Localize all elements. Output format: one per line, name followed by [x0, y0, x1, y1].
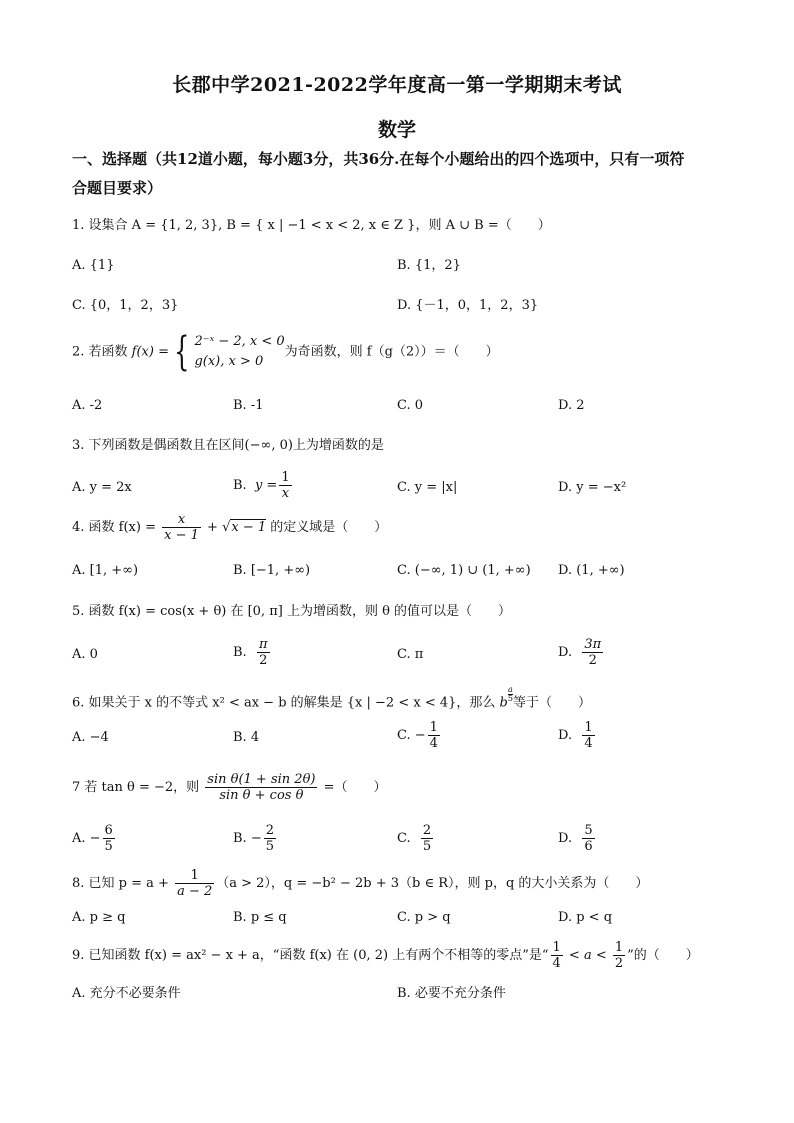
exam-subject: 数学: [377, 119, 416, 141]
q6-exponent: $\frac{a}{5}$: [507, 685, 513, 703]
question-7-stem: 7 若 tan θ = −2，则 $\frac{\text{sin θ(1 + sin 2θ)}}{\text{sin θ + cos θ}}$ =（ ）: [72, 772, 387, 803]
q7-frac: $\frac{\text{sin θ(1 + sin 2θ)}}{\text{sin θ + cos θ}}$: [207, 772, 316, 803]
q2-brace: {: [174, 329, 190, 375]
q7-option-b[interactable]: B. − $\frac{2}{5}$: [233, 823, 274, 854]
q9-option-b[interactable]: B. 必要不充分条件: [397, 986, 506, 1001]
question-2-stem: [72, 329, 752, 375]
q5-option-a[interactable]: A. 0: [72, 647, 98, 662]
question-3-stem: 3. 下列函数是偶函数且在区间(−∞, 0)上为增函数的是: [72, 438, 384, 453]
q3-option-c[interactable]: C. y = |x|: [397, 480, 458, 495]
q5-option-c[interactable]: C. π: [397, 647, 424, 662]
q6-option-a[interactable]: A. −4: [72, 730, 109, 745]
q8-option-a[interactable]: A. p ≥ q: [72, 910, 126, 925]
section-heading-line2: 合题目要求）: [72, 179, 163, 197]
q8-option-d[interactable]: D. p < q: [558, 910, 613, 925]
q7-d-frac: $\frac{5}{6}$: [584, 823, 593, 854]
exam-title: 长郡中学2021-2022学年度高一第一学期期末考试: [172, 74, 622, 96]
q2-func: f(x) =: [131, 344, 169, 360]
q5-option-d[interactable]: D. $\frac{3\pi}{2}$: [558, 637, 602, 668]
q5-b-frac: $\frac{\pi}{2}$: [258, 637, 268, 668]
section-heading: [72, 145, 732, 203]
q3-b-frac: $\frac{1}{x}$: [281, 470, 290, 501]
q2-stem-post: 为奇函数，则 f（g（2））＝（ ）: [284, 344, 499, 360]
question-9-stem: 9. 已知函数 f(x) = ax² − x + a，“函数 f(x) 在 (0, 2) 上有两个不相等的零点”是“ $\frac{1}{4}$ < a < $\frac{1}{2}$ ”的（ ）: [72, 940, 699, 971]
q2-option-b[interactable]: B. -1: [233, 398, 264, 413]
q4-option-d[interactable]: D. (1, +∞): [558, 563, 625, 578]
q7-c-frac: $\frac{2}{5}$: [422, 823, 432, 854]
q1-option-b[interactable]: B. {1，2}: [397, 258, 461, 273]
q2-cases: [194, 332, 284, 372]
question-5-stem: 5. 函数 f(x) = cos(x + θ) 在 [0, π] 上为增函数，则 θ 的值可以是（ ）: [72, 604, 512, 619]
q9-left-frac: $\frac{1}{4}$: [552, 940, 561, 971]
q4-option-a[interactable]: A. [1, +∞): [72, 563, 139, 578]
question-6-stem: 6. 如果关于 x 的不等式 x² < ax − b 的解集是 {x | −2 < x < 4}，那么 b $\frac{a}{5}$ 等于（ ）: [72, 685, 591, 711]
q2-stem-pre: 2. 若函数: [72, 344, 132, 360]
question-8-stem: 8. 已知 p = a + $\frac{1}{a - 2}$ （a > 2），q = −b² − 2b + 3（b ∈ R），则 p，q 的大小关系为（ ）: [72, 868, 649, 899]
q7-option-c[interactable]: C. $\frac{2}{5}$: [397, 823, 432, 854]
q1-option-d[interactable]: D. {－1，0，1，2，3}: [397, 298, 539, 313]
q1-option-c[interactable]: C. {0，1，2，3}: [72, 298, 179, 313]
q3-option-b[interactable]: B. y = $\frac{1}{x}$: [233, 470, 290, 501]
q4-option-c[interactable]: C. (−∞, 1) ∪ (1, +∞): [397, 563, 531, 578]
q3-option-d[interactable]: D. y = −x²: [558, 480, 627, 495]
q8-frac: $\frac{1}{a - 2}$: [177, 868, 213, 899]
q7-option-a[interactable]: A. − $\frac{6}{5}$: [72, 823, 113, 854]
q7-a-frac: $\frac{6}{5}$: [104, 823, 113, 854]
q3-option-a[interactable]: A. y = 2x: [72, 480, 132, 495]
section-heading-line1: 一、选择题（共12道小题，每小题3分，共36分.在每个小题给出的四个选项中，只有一项符: [72, 150, 685, 168]
question-4-stem: 4. 函数 f(x) = $\frac{x}{x - 1}$ + √x − 1 的定义域是（ ）: [72, 512, 388, 543]
q1-option-a[interactable]: A. {1}: [72, 258, 115, 273]
q6-option-d[interactable]: D. $\frac{1}{4}$: [558, 720, 593, 751]
q6-option-b[interactable]: B. 4: [233, 730, 260, 745]
q2-option-c[interactable]: C. 0: [397, 398, 424, 413]
question-1-stem: 1. 设集合 A = {1, 2, 3}, B = { x | −1 < x < 2, x ∈ Z }，则 A ∪ B =（ ）: [72, 218, 551, 233]
q5-d-frac: $\frac{3\pi}{2}$: [584, 637, 602, 668]
q6-d-frac: $\frac{1}{4}$: [584, 720, 593, 751]
q4-frac: $\frac{x}{x - 1}$: [164, 512, 199, 543]
q2-option-d[interactable]: D. 2: [558, 398, 585, 413]
q5-option-b[interactable]: B. $\frac{\pi}{2}$: [233, 637, 268, 668]
q2-case1: 2⁻ˣ − 2, x < 0: [194, 334, 285, 349]
q7-b-frac: $\frac{2}{5}$: [265, 823, 274, 854]
q4-sqrt: √x − 1: [222, 520, 267, 535]
q9-option-a[interactable]: A. 充分不必要条件: [72, 986, 181, 1001]
q6-option-c[interactable]: C. − $\frac{1}{4}$: [397, 720, 438, 751]
q4-option-b[interactable]: B. [−1, +∞): [233, 563, 311, 578]
q8-option-c[interactable]: C. p > q: [397, 910, 451, 925]
q7-option-d[interactable]: D. $\frac{5}{6}$: [558, 823, 593, 854]
q8-option-b[interactable]: B. p ≤ q: [233, 910, 287, 925]
q2-case2: g(x), x > 0: [194, 354, 264, 369]
q9-right-frac: $\frac{1}{2}$: [614, 940, 624, 971]
q2-option-a[interactable]: A. -2: [72, 398, 103, 413]
q6-c-frac: $\frac{1}{4}$: [429, 720, 438, 751]
